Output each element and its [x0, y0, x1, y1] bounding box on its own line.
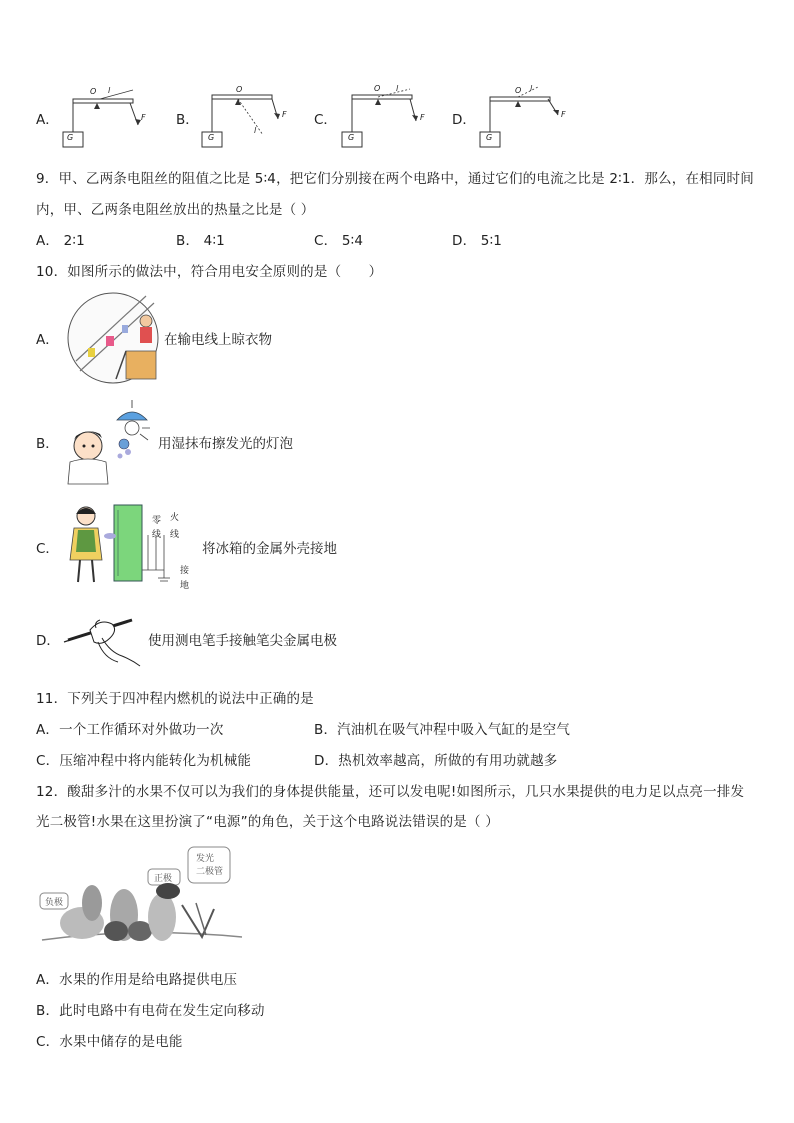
q10-option-d-letter[interactable]: D． — [36, 633, 60, 649]
q8-b-f-label: F — [282, 110, 287, 119]
q11-option-a[interactable]: A．一个工作循环对外做功一次 — [36, 722, 224, 738]
q11-option-d[interactable]: D．热机效率越高，所做的有用功就越多 — [314, 753, 558, 769]
q12-option-b[interactable]: B．此时电路中有电荷在发生定向移动 — [36, 1003, 265, 1019]
q10-option-b-illustration — [62, 400, 158, 486]
q9-option-c[interactable]: C． 5∶4 — [314, 233, 364, 249]
q8-d-l-label: l — [530, 84, 533, 93]
q10-c-label-di: 地 — [180, 581, 190, 591]
q10-c-label-ling: 零 — [152, 516, 162, 526]
q10-option-d-illustration — [62, 612, 146, 670]
q10-c-label-xian2: 线 — [170, 530, 180, 540]
q8-b-o-label: O — [236, 85, 243, 94]
q10-stem: 10．如图所示的做法中，符合用电安全原则的是（ ） — [36, 264, 383, 280]
q12-stem-line2: 光二极管!水果在这里扮演了“电源”的角色，关于这个电路说法错误的是（ ） — [36, 814, 499, 830]
q10-option-a-letter[interactable]: A． — [36, 332, 59, 348]
q8-option-a-letter[interactable]: A． — [36, 112, 59, 128]
q8-b-g-label: G — [208, 133, 215, 142]
q8-option-c-letter[interactable]: C． — [314, 112, 337, 128]
q8-a-f-label: F — [141, 113, 146, 122]
q8-option-a-lever-figure — [60, 85, 150, 150]
q12-label-negative: 负极 — [45, 898, 64, 908]
q12-option-a[interactable]: A．水果的作用是给电路提供电压 — [36, 972, 238, 988]
q9-stem-line2: 内，甲、乙两条电阻丝放出的热量之比是（ ） — [36, 202, 315, 218]
q10-option-d-caption: 使用测电笔手接触笔尖金属电极 — [148, 633, 337, 649]
q12-label-led-1: 发光 — [196, 854, 215, 864]
q10-option-a-caption: 在输电线上晾衣物 — [164, 332, 272, 348]
q8-c-o-label: O — [374, 84, 381, 93]
q12-option-c[interactable]: C．水果中储存的是电能 — [36, 1034, 183, 1050]
q10-option-b-caption: 用湿抹布擦发光的灯泡 — [158, 436, 293, 452]
q8-d-g-label: G — [486, 133, 493, 142]
q8-option-b-letter[interactable]: B． — [176, 112, 199, 128]
q10-option-a-illustration — [66, 291, 162, 385]
q12-label-led-2: 二极管 — [196, 867, 224, 877]
q8-a-o-label: O — [90, 87, 97, 96]
q8-c-f-label: F — [420, 113, 425, 122]
q8-c-l-label: l — [396, 84, 399, 93]
q12-fruit-battery-figure — [36, 845, 246, 950]
q11-option-b[interactable]: B．汽油机在吸气冲程中吸入气缸的是空气 — [314, 722, 571, 738]
q8-a-l-label: l — [108, 86, 111, 95]
q12-stem-line1: 12．酸甜多汁的水果不仅可以为我们的身体提供能量，还可以发电呢!如图所示，几只水果提供的电力足以点亮一排发 — [36, 784, 745, 800]
q9-option-d[interactable]: D． 5∶1 — [452, 233, 503, 249]
q8-d-f-label: F — [561, 110, 566, 119]
q8-option-d-letter[interactable]: D． — [452, 112, 476, 128]
q11-option-c[interactable]: C．压缩冲程中将内能转化为机械能 — [36, 753, 252, 769]
q10-option-b-letter[interactable]: B． — [36, 436, 59, 452]
q10-option-c-letter[interactable]: C． — [36, 541, 59, 557]
q12-label-positive: 正极 — [154, 874, 173, 884]
q8-d-o-label: O — [515, 86, 522, 95]
q9-option-a[interactable]: A． 2∶1 — [36, 233, 85, 249]
q11-stem: 11．下列关于四冲程内燃机的说法中正确的是 — [36, 691, 314, 707]
q8-a-g-label: G — [67, 133, 74, 142]
q9-option-b[interactable]: B． 4∶1 — [176, 233, 225, 249]
q8-b-l-label: l — [254, 126, 257, 135]
q10-c-label-xian1: 线 — [152, 530, 162, 540]
q10-c-label-huo: 火 — [170, 513, 180, 523]
q10-c-label-jie: 接 — [180, 566, 190, 576]
q8-c-g-label: G — [348, 133, 355, 142]
q10-option-c-caption: 将冰箱的金属外壳接地 — [202, 541, 337, 557]
q9-stem-line1: 9．甲、乙两条电阻丝的阻值之比是 5∶4，把它们分别接在两个电路中，通过它们的电流之比是 2∶1．那么，在相同时间 — [36, 171, 754, 187]
